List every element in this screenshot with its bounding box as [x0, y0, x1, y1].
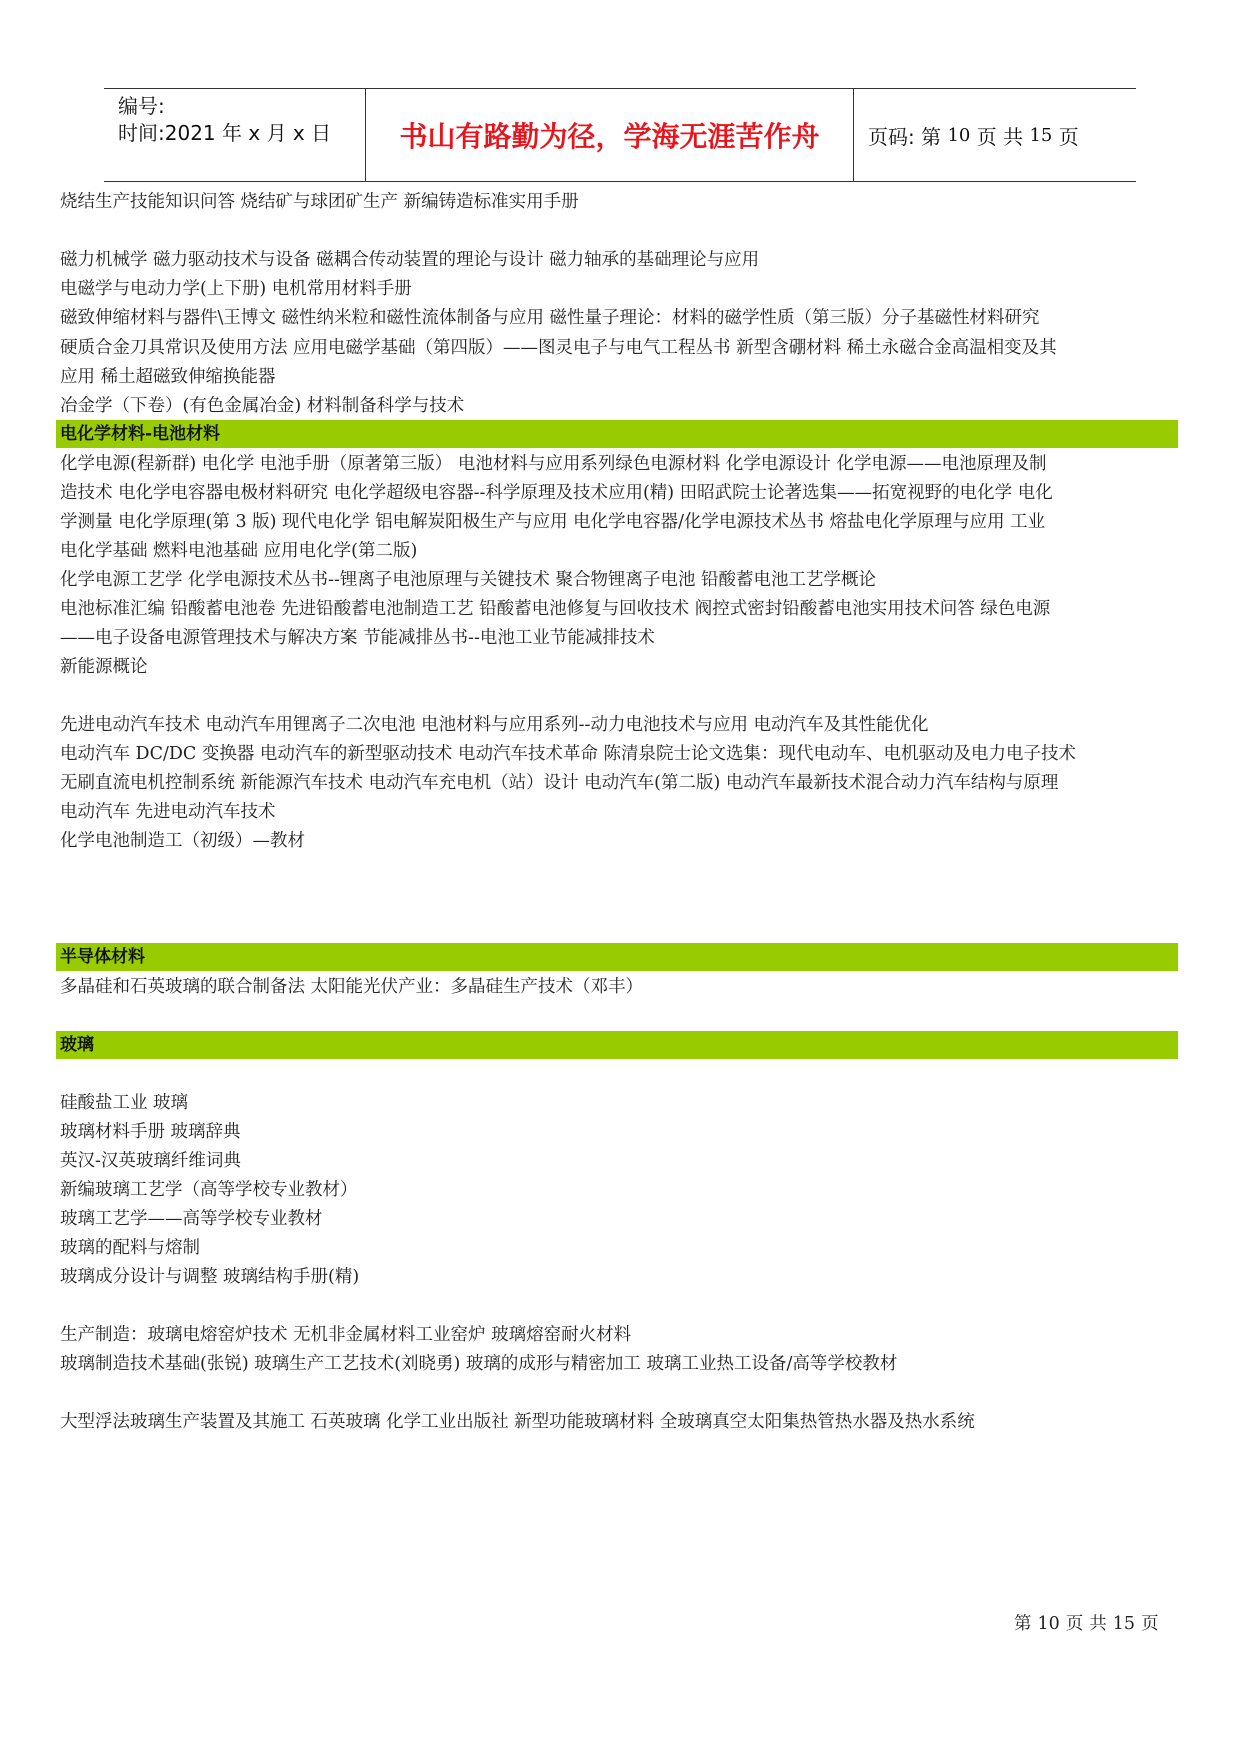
text-line: 造技术 电化学电容器电极材料研究 电化学超级电容器--科学原理及技术应用(精) 田昭武院士论著选集——拓宽视野的电化学 电化 [60, 483, 1053, 503]
time-label: 时间: [118, 121, 165, 145]
footer-total: 15 [1112, 1614, 1136, 1634]
text-line: 英汉-汉英玻璃纤维词典 [60, 1151, 241, 1171]
text-line: 玻璃成分设计与调整 玻璃结构手册(精) [60, 1267, 360, 1287]
text-line: 新能源概论 [60, 657, 148, 677]
footer-suffix: 页 [1141, 1614, 1159, 1634]
text-line: 化学电池制造工（初级）—教材 [60, 831, 305, 851]
text-line: 玻璃材料手册 玻璃辞典 [60, 1122, 241, 1142]
text-line: 玻璃制造技术基础(张锐) 玻璃生产工艺技术(刘晓勇) 玻璃的成形与精密加工 玻璃工业热工设备/高等学校教材 [60, 1354, 898, 1374]
time-year: 2021 [164, 121, 216, 145]
text-line: 先进电动汽车技术 电动汽车用锂离子二次电池 电池材料与应用系列--动力电池技术与应用 电动汽车及其性能优化 [60, 715, 929, 735]
text-line: 电动汽车 DC/DC 变换器 电动汽车的新型驱动技术 电动汽车技术革命 陈清泉院士论文选集：现代电动车、电机驱动及电力电子技术 [60, 744, 1077, 764]
text-line: 电磁学与电动力学(上下册) 电机常用材料手册 [60, 279, 412, 299]
header-motto: 书山有路勤为径，学海无涯苦作舟 [366, 89, 854, 181]
footer-mid2: 共 [1089, 1614, 1107, 1634]
text-line: 硬质合金刀具常识及使用方法 应用电磁学基础（第四版）——图灵电子与电气工程丛书 新型含硼材料 稀土永磁合金高温相变及其 [60, 338, 1057, 358]
page-prefix: 第 [921, 124, 942, 149]
footer-prefix: 第 [1014, 1614, 1032, 1634]
text-line: 应用 稀土超磁致伸缩换能器 [60, 367, 276, 387]
section-heading-semiconductor: 半导体材料 [56, 943, 1178, 971]
page-total: 15 [1029, 124, 1053, 146]
text-line: 化学电源(程新群) 电化学 电池手册（原著第三版） 电池材料与应用系列绿色电源材料 化学电源设计 化学电源——电池原理及制 [60, 454, 1047, 474]
text-line: 电化学基础 燃料电池基础 应用电化学(第二版) [60, 541, 418, 561]
text-line: 无刷直流电机控制系统 新能源汽车技术 电动汽车充电机（站）设计 电动汽车(第二版) 电动汽车最新技术混合动力汽车结构与原理 [60, 773, 1059, 793]
number-label: 编号: [118, 94, 165, 118]
text-line: 化学电源工艺学 化学电源技术丛书--锂离子电池原理与关键技术 聚合物锂离子电池 铅酸蓄电池工艺学概论 [60, 570, 877, 590]
text-line: 烧结生产技能知识问答 烧结矿与球团矿生产 新编铸造标准实用手册 [60, 192, 579, 212]
page-mid: 页 共 [976, 124, 1024, 149]
text-line: 多晶硅和石英玻璃的联合制备法 太阳能光伏产业：多晶硅生产技术（邓丰） [60, 977, 644, 997]
section-heading-battery: 电化学材料-电池材料 [56, 420, 1178, 448]
text-line: 玻璃工艺学——高等学校专业教材 [60, 1209, 323, 1229]
text-line: 大型浮法玻璃生产装置及其施工 石英玻璃 化学工业出版社 新型功能玻璃材料 全玻璃真空太阳集热管热水器及热水系统 [60, 1412, 975, 1432]
text-line: 磁力机械学 磁力驱动技术与设备 磁耦合传动装置的理论与设计 磁力轴承的基础理论与应用 [60, 250, 760, 270]
text-line: 电动汽车 先进电动汽车技术 [60, 802, 276, 822]
page-current: 10 [947, 124, 971, 146]
page-suffix: 页 [1058, 124, 1079, 149]
footer-mid1: 页 [1065, 1614, 1084, 1634]
footer-current: 10 [1037, 1614, 1060, 1634]
text-line: 玻璃的配料与熔制 [60, 1238, 200, 1258]
page-label: 页码: [868, 124, 915, 149]
text-line: 硅酸盐工业 玻璃 [60, 1093, 189, 1113]
page-footer [1014, 1612, 1165, 1636]
text-line: 学测量 电化学原理(第 3 版) 现代电化学 铝电解炭阳极生产与应用 电化学电容器/化学电源技术丛书 熔盐电化学原理与应用 工业 [60, 512, 1046, 532]
section-heading-glass: 玻璃 [56, 1031, 1178, 1059]
text-line: 冶金学（下卷）(有色金属冶金) 材料制备科学与技术 [60, 396, 465, 416]
text-line: 新编玻璃工艺学（高等学校专业教材） [60, 1180, 358, 1200]
time-rest: 年 x 月 x 日 [222, 121, 332, 145]
text-line: 电池标准汇编 铅酸蓄电池卷 先进铅酸蓄电池制造工艺 铅酸蓄电池修复与回收技术 阀控式密封铅酸蓄电池实用技术问答 绿色电源 [60, 599, 1051, 619]
text-line: ——电子设备电源管理技术与解决方案 节能减排丛书--电池工业节能减排技术 [60, 628, 655, 648]
text-line: 磁致伸缩材料与器件\王博文 磁性纳米粒和磁性流体制备与应用 磁性量子理论：材料的磁学性质（第三版）分子基磁性材料研究 [60, 308, 1040, 328]
text-line: 生产制造：玻璃电熔窑炉技术 无机非金属材料工业窑炉 玻璃熔窑耐火材料 [60, 1325, 632, 1345]
